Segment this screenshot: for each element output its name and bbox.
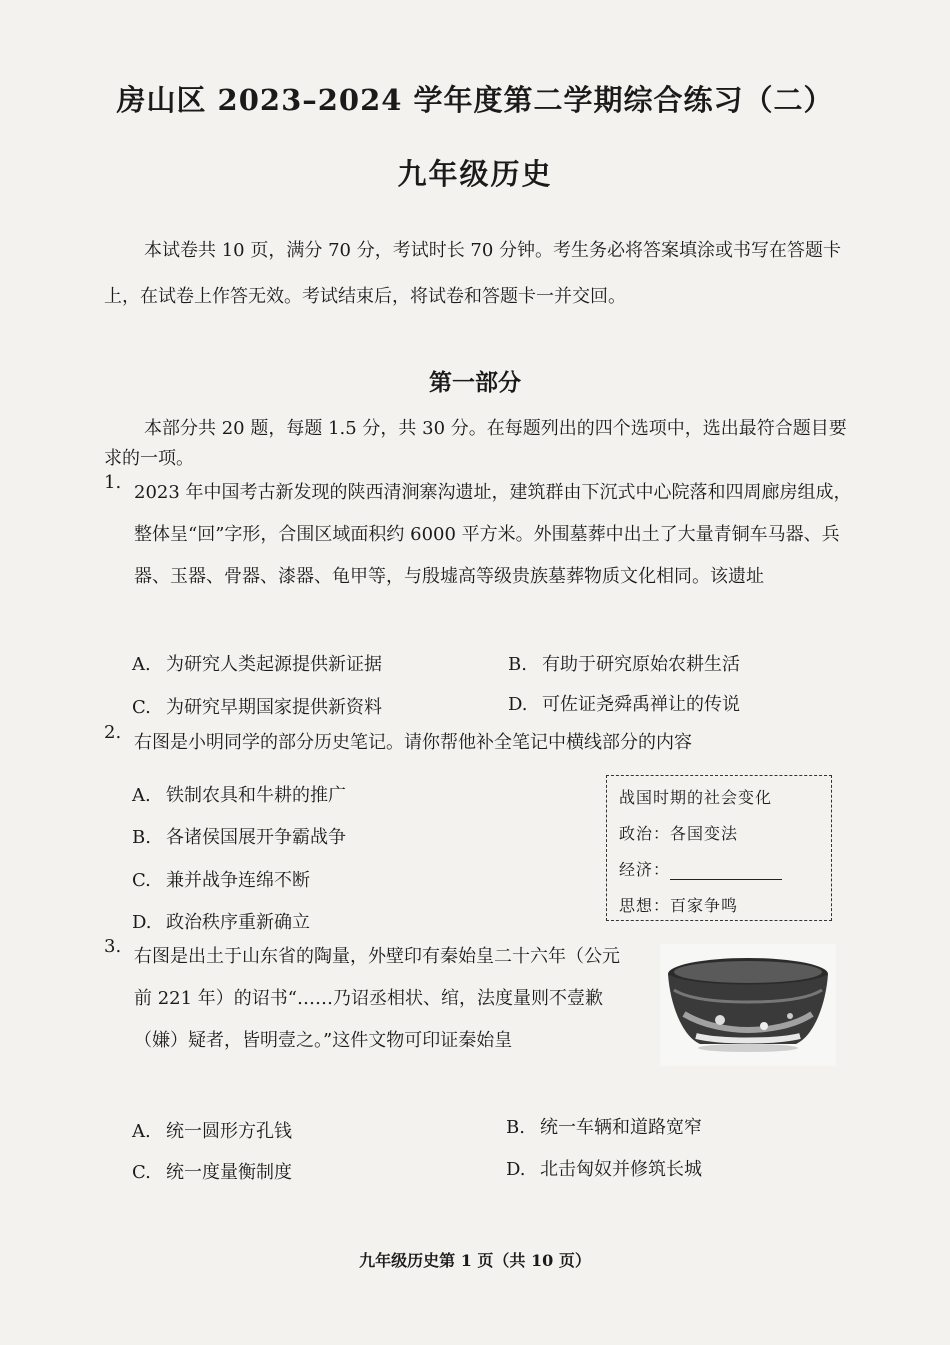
part-one-description: 本部分共 20 题，每题 1.5 分，共 30 分。在每题列出的四个选项中，选出最符合题目要求的一项。 — [104, 418, 847, 469]
page-footer: 九年级历史第 1 页（共 10 页） — [359, 1251, 591, 1270]
question-stem: 2023 年中国考古新发现的陕西清涧寨沟遗址，建筑群由下沉式中心院落和四周廊房组成，整体呈“回”字形，合围区域面积约 6000 平方米。外围墓葬中出土了大量青铜车马器、兵器、玉器、骨器、漆器、龟甲等，与殷墟高等级贵族墓葬物质文化相同。该遗址 — [134, 482, 852, 587]
note-economy-row — [619, 852, 819, 888]
note-economy-blank — [670, 861, 782, 880]
question-2-option-d[interactable]: D. 政治秩序重新确立 — [132, 912, 310, 933]
question-1-option-a[interactable]: A. 为研究人类起源提供新证据 — [132, 654, 382, 675]
note-politics: 政治：各国变法 — [619, 824, 739, 843]
question-number: 2. — [104, 722, 122, 743]
question-3 — [104, 936, 620, 1062]
question-2-option-b[interactable]: B. 各诸侯国展开争霸战争 — [132, 827, 346, 848]
part-one-heading: 第一部分 — [429, 369, 521, 396]
question-2 — [104, 722, 864, 764]
question-2-option-c[interactable]: C. 兼并战争连绵不断 — [132, 870, 310, 891]
question-3-option-b[interactable]: B. 统一车辆和道路宽窄 — [506, 1117, 702, 1138]
note-economy-label: 经济： — [619, 860, 671, 879]
question-1-option-d[interactable]: D. 可佐证尧舜禹禅让的传说 — [508, 694, 740, 715]
question-3-option-a[interactable]: A. 统一圆形方孔钱 — [132, 1121, 292, 1142]
question-1 — [104, 472, 864, 598]
question-1-option-c[interactable]: C. 为研究早期国家提供新资料 — [132, 697, 382, 718]
exam-instructions: 本试卷共 10 页，满分 70 分，考试时长 70 分钟。考生务必将答案填涂或书写在答题卡上，在试卷上作答无效。考试结束后，将试卷和答题卡一并交回。 — [104, 240, 842, 307]
question-stem: 右图是小明同学的部分历史笔记。请你帮他补全笔记中横线部分的内容 — [134, 732, 692, 753]
question-number: 1. — [104, 472, 122, 493]
question-number: 3. — [104, 936, 122, 957]
exam-title: 房山区 2023–2024 学年度第二学期综合练习（二） — [116, 83, 834, 117]
history-note-box — [606, 775, 832, 921]
question-3-option-d[interactable]: D. 北击匈奴并修筑长城 — [506, 1159, 702, 1180]
note-thought: 思想：百家争鸣 — [619, 896, 739, 915]
question-stem: 右图是出土于山东省的陶量，外壁印有秦始皇二十六年（公元前 221 年）的诏书“……乃诏丞相状、绾，法度量则不壹歉（嫌）疑者，皆明壹之。”这件文物可印证秦始皇 — [134, 946, 620, 1051]
note-title: 战国时期的社会变化 — [619, 788, 773, 807]
pottery-measure-image — [660, 944, 836, 1066]
exam-subtitle: 九年级历史 — [397, 157, 553, 191]
question-3-option-c[interactable]: C. 统一度量衡制度 — [132, 1162, 292, 1183]
question-2-option-a[interactable]: A. 铁制农具和牛耕的推广 — [132, 785, 346, 806]
question-1-option-b[interactable]: B. 有助于研究原始农耕生活 — [508, 654, 740, 675]
